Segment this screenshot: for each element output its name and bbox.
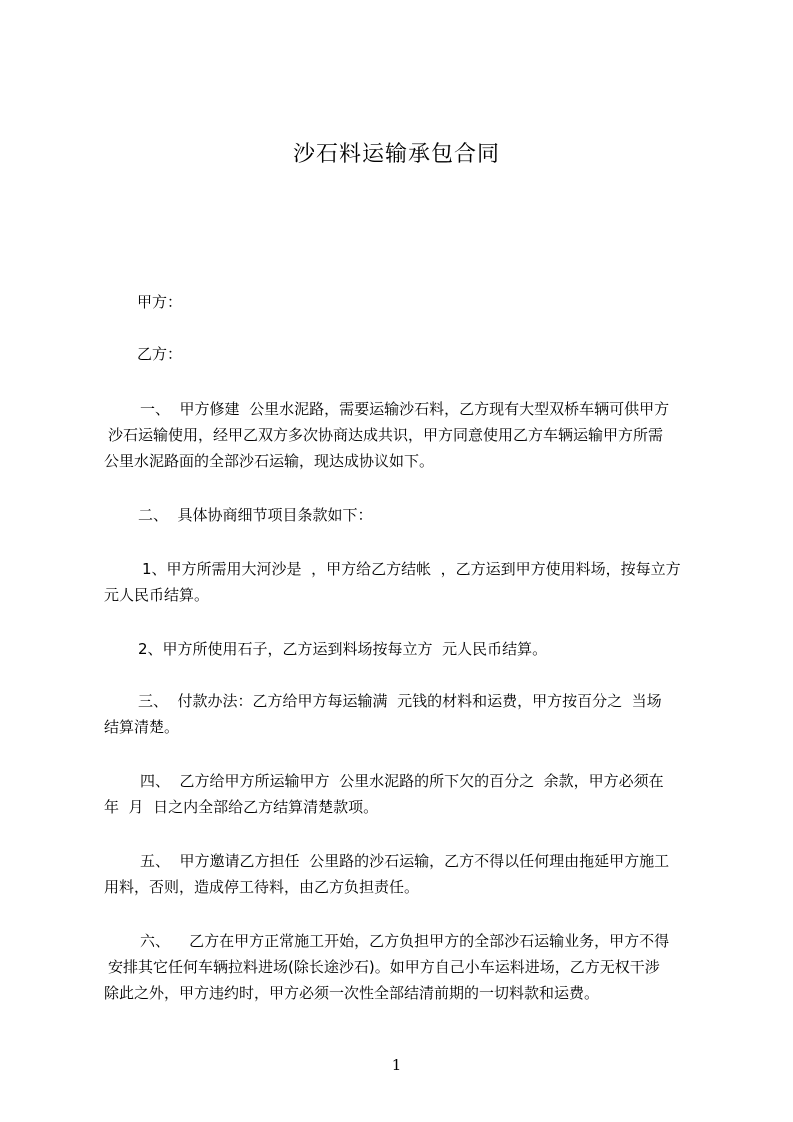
section-1-line-1: 一、 甲方修建 公里水泥路，需要运输沙石料，乙方现有大型双桥车辆可供甲方 bbox=[140, 400, 670, 418]
section-5-line-2: 用料，否则，造成停工待料，由乙方负担责任。 bbox=[104, 878, 420, 896]
section-1-line-3: 公里水泥路面的全部沙石运输，现达成协议如下。 bbox=[104, 452, 435, 470]
item-2-line: 2、甲方所使用石子，乙方运到料场按每立方 元人民币结算。 bbox=[138, 640, 548, 658]
party-a-label: 甲方： bbox=[137, 293, 183, 311]
section-1-line-2: 沙石运输使用，经甲乙双方多次协商达成共识，甲方同意使用乙方车辆运输甲方所需 bbox=[108, 426, 664, 444]
section-3-line-2: 结算清楚。 bbox=[104, 718, 180, 736]
section-3-line-1: 三、 付款办法：乙方给甲方每运输满 元钱的材料和运费，甲方按百分之 当场 bbox=[138, 692, 662, 710]
item-1-line-2: 元人民币结算。 bbox=[104, 586, 210, 604]
page-title: 沙石料运输承包合同 bbox=[292, 142, 500, 167]
section-4-line-1: 四、 乙方给甲方所运输甲方 公里水泥路的所下欠的百分之 余款，甲方必须在 bbox=[140, 772, 664, 790]
item-1-line-1: 1、甲方所需用大河沙是 ，甲方给乙方结帐 ，乙方运到甲方使用料场，按每立方 bbox=[142, 560, 681, 578]
section-6-line-2: 安排其它任何车辆拉料进场(除长途沙石)。如甲方自己小车运料进场，乙方无权干涉 bbox=[108, 958, 660, 976]
section-6-line-3: 除此之外，甲方违约时，甲方必须一次性全部结清前期的一切料款和运费。 bbox=[104, 984, 600, 1002]
section-5-line-1: 五、 甲方邀请乙方担任 公里路的沙石运输，乙方不得以任何理由拖延甲方施工 bbox=[140, 852, 670, 870]
party-b-label: 乙方： bbox=[137, 345, 183, 363]
section-2-heading: 二、 具体协商细节项目条款如下： bbox=[138, 506, 373, 524]
section-6-line-1: 六、 乙方在甲方正常施工开始，乙方负担甲方的全部沙石运输业务，甲方不得 bbox=[140, 932, 670, 950]
page-number: 1 bbox=[391, 1056, 402, 1074]
section-4-line-2: 年 月 日之内全部给乙方结算清楚款项。 bbox=[104, 798, 379, 816]
